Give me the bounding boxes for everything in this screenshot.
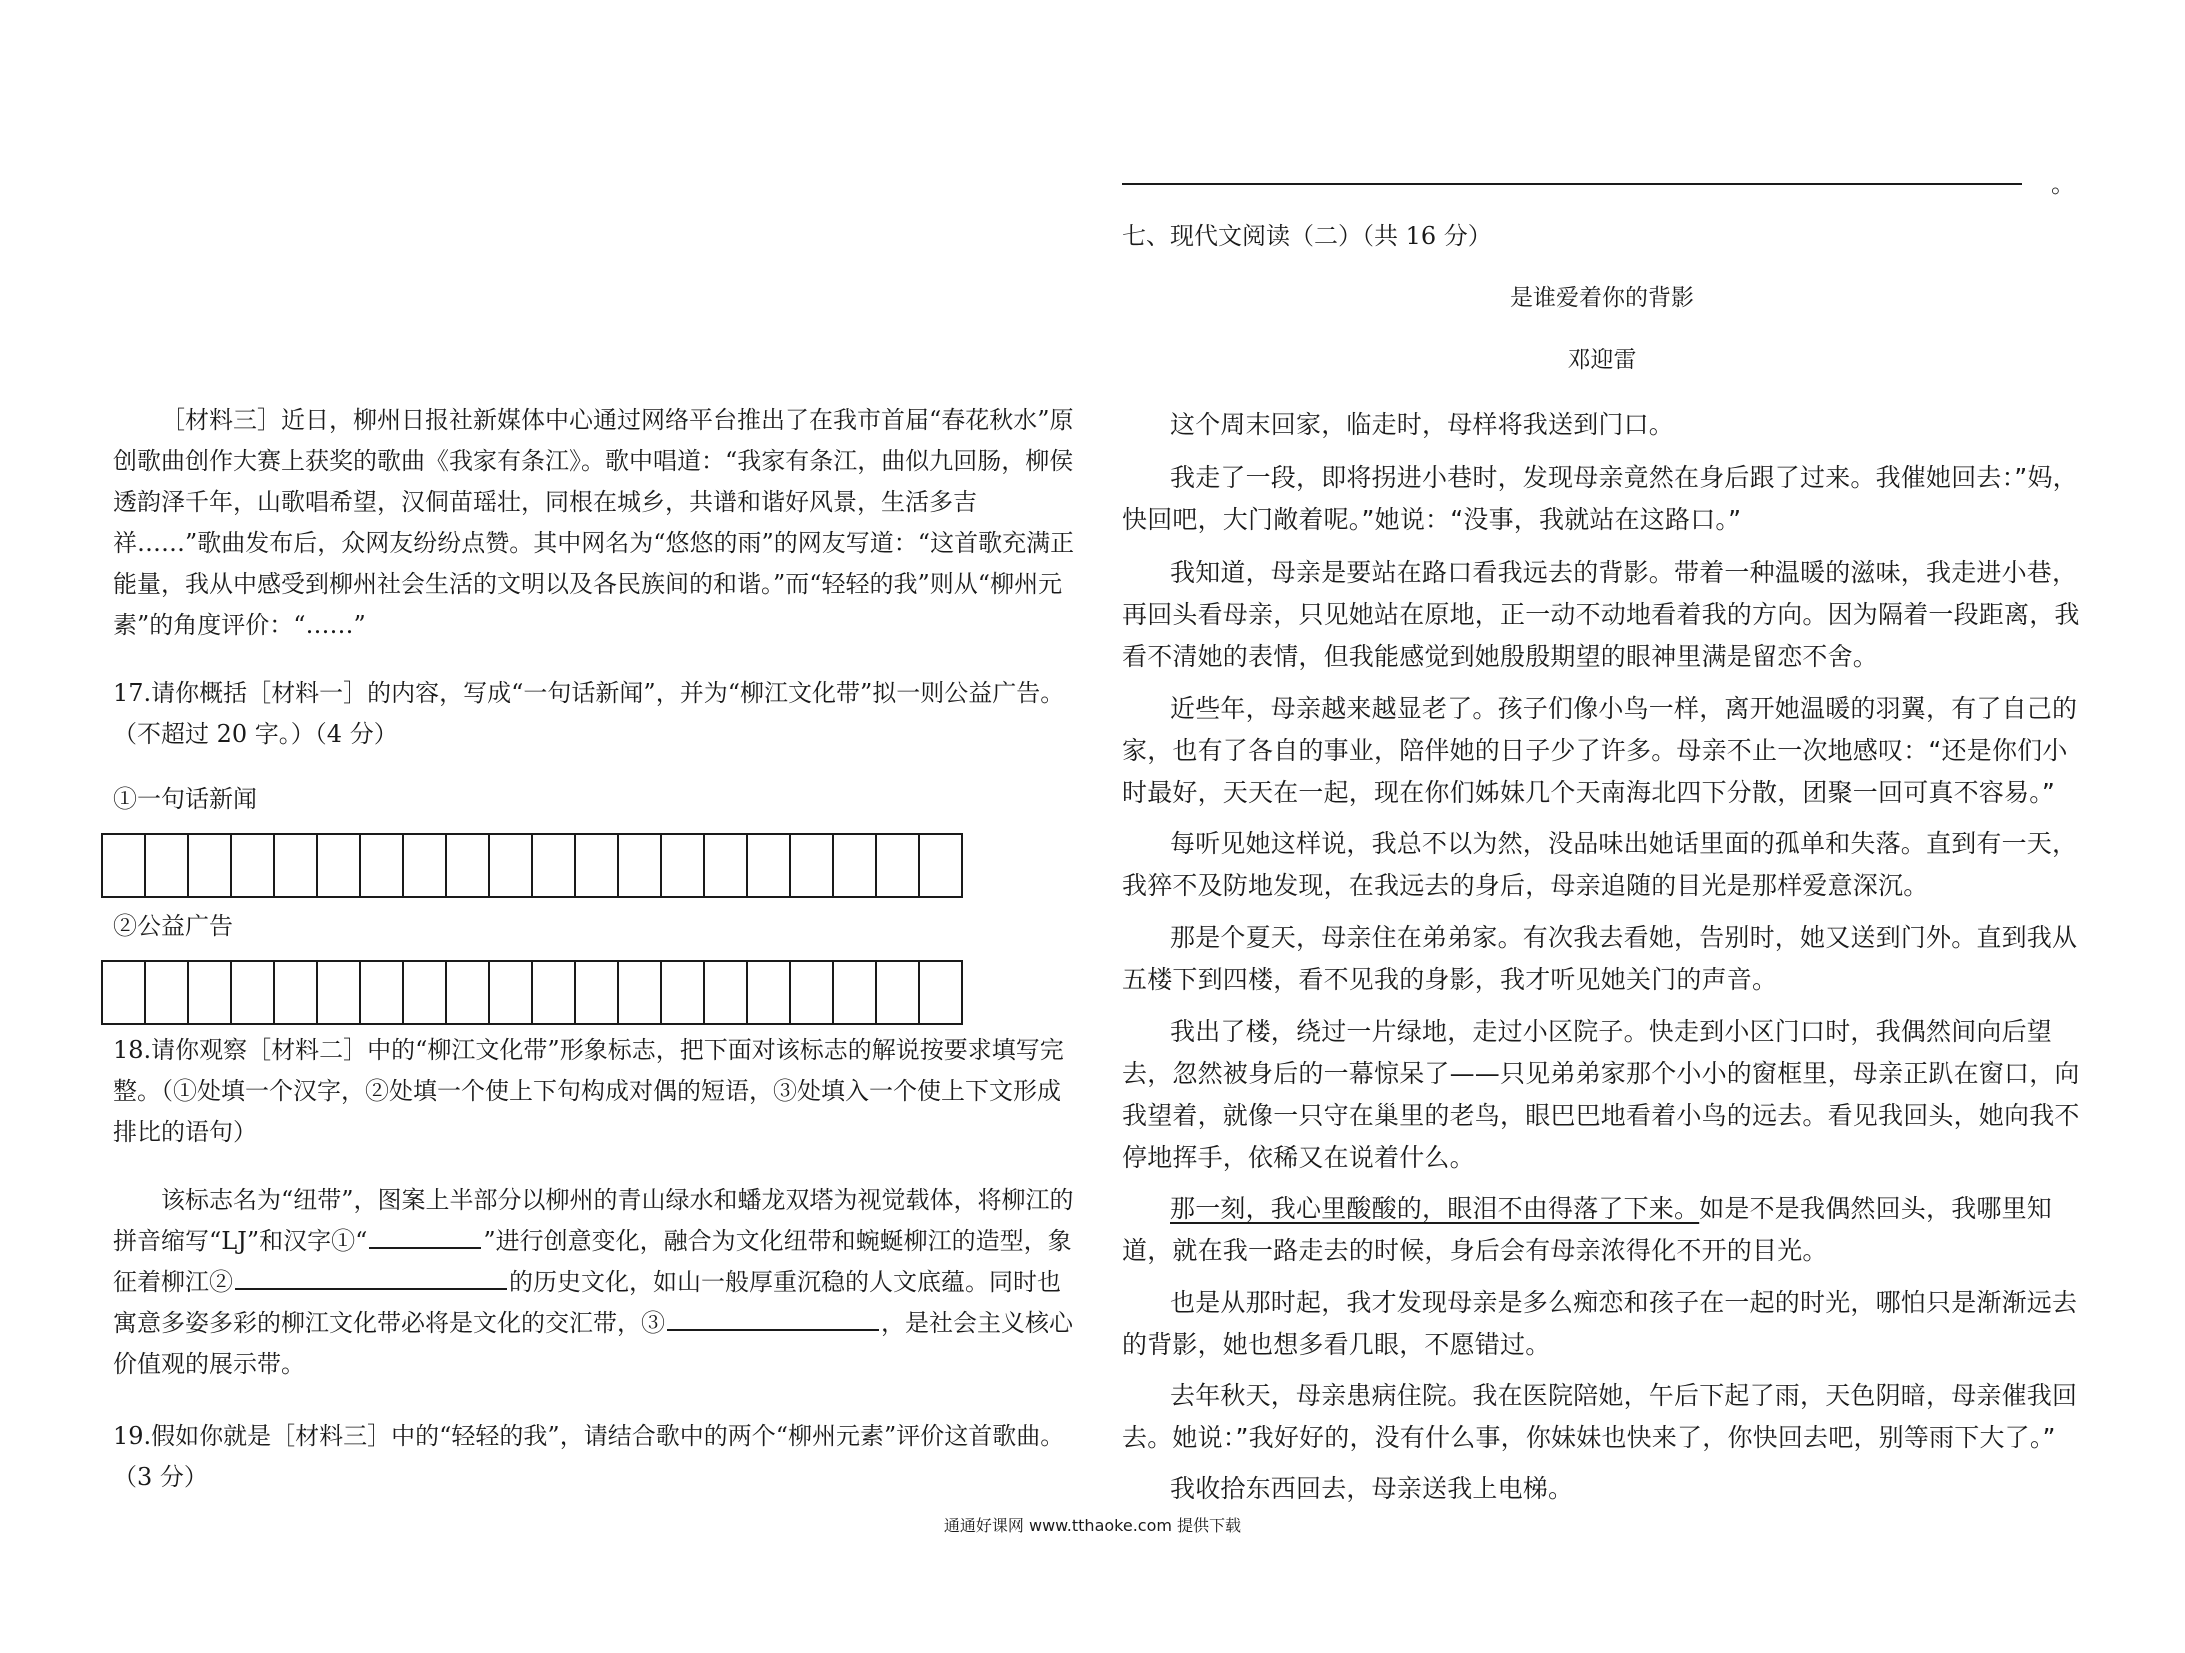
paragraph-3: 我知道，母亲是要站在路口看我远去的背影。带着一种温暖的滋味，我走进小巷，再回头看母亲，只见她站在原地，正一动不动地看着我的方向。因为隔着一段距离，我看不清她的表情，但我能感觉到她殷殷期望的眼神里满是留恋不舍。 — [1122, 558, 2080, 671]
q18-logo-text — [113, 1180, 1078, 1385]
question-17: 17.请你概括［材料一］的内容，写成“一句话新闻”，并为“柳江文化带”拟一则公益广告。（不超过 20 字。）（4 分） — [113, 679, 1065, 748]
paragraph-8-rest: 如是不是我偶然回头，我哪里知道，就在我一路走去的时候，身后会有母亲浓得化不开的目光。 — [1122, 1194, 2053, 1265]
paragraph-9: 也是从那时起，我才发现母亲是多么痴恋和孩子在一起的时光，哪怕只是渐渐远去的背影，她也想多看几眼，不愿错过。 — [1122, 1288, 2078, 1359]
q18-text-b: ”进行创意变化，融合为文化纽带和蜿蜒柳江的造型，象征着柳江② — [113, 1227, 1072, 1296]
material-three-paragraph: ［材料三］近日，柳州日报社新媒体中心通过网络平台推出了在我市首届“春花秋水”原创歌曲创作大赛上获奖的歌曲《我家有条江》。歌中唱道：“我家有条江，曲似九回肠，柳侯透韵泽千年，山歌唱希望，汉侗苗瑶壮，同根在城乡，共谱和谐好风景，生活多吉祥……”歌曲发布后，众网友纷纷点赞。其中网名为“悠悠的雨”的网友写道：“这首歌充满正能量，我从中感受到柳州社会生活的文明以及各民族间的和谐。”而“轻轻的我”则从“柳州元素”的角度评价：“……” — [113, 406, 1075, 639]
answer-line[interactable] — [1122, 183, 2022, 185]
paragraph-10: 去年秋天，母亲患病住院。我在医院陪她，午后下起了雨，天色阴暗，母亲催我回去。她说：”我好好的，没有什么事，你妹妹也快来了，你快回去吧，别等雨下大了。” — [1122, 1381, 2078, 1452]
underlined-sentence: 那一刻，我心里酸酸的，眼泪不由得落了下来。 — [1170, 1194, 1700, 1223]
q18-text-d: ，是社会主义核心价值观的展示带。 — [113, 1309, 1073, 1378]
blank-2[interactable] — [235, 1262, 507, 1290]
blank-3[interactable] — [667, 1303, 879, 1331]
section-heading: 七、现代文阅读（二）（共 16 分） — [1122, 222, 1492, 250]
question-19: 19.假如你就是［材料三］中的“轻轻的我”，请结合歌中的两个“柳州元素”评价这首歌曲。（3 分） — [113, 1422, 1065, 1491]
blank-1[interactable] — [369, 1221, 481, 1249]
paragraph-5: 每听见她这样说，我总不以为然，没品味出她话里面的孤单和失落。直到有一天，我猝不及防地发现，在我远去的身后，母亲追随的目光是那样爱意深沉。 — [1122, 829, 2078, 900]
q18-text-a: 该标志名为“纽带”，图案上半部分以柳州的青山绿水和蟠龙双塔为视觉载体，将柳江的拼音缩写“LJ”和汉字①“ — [113, 1186, 1074, 1255]
paragraph-7: 我出了楼，绕过一片绿地，走过小区院子。快走到小区门口时，我偶然间向后望去，忽然被身后的一幕惊呆了——只见弟弟家那个小小的窗框里，母亲正趴在窗口，向我望着，就像一只守在巢里的老鸟，眼巴巴地看着小鸟的远去。看见我回头，她向我不停地挥手，依稀又在说着什么。 — [1122, 1017, 2080, 1172]
q17-sub-news: ①一句话新闻 — [113, 785, 257, 813]
paragraph-11: 我收拾东西回去，母亲送我上电梯。 — [1170, 1474, 1574, 1503]
answer-grid-ad[interactable] — [101, 960, 963, 1025]
question-18: 18.请你观察［材料二］中的“柳江文化带”形象标志，把下面对该标志的解说按要求填写完整。（①处填一个汉字，②处填一个使上下句构成对偶的短语，③处填入一个使上下文形成排比的语句） — [113, 1036, 1064, 1146]
answer-grid-news[interactable] — [101, 833, 963, 898]
article-author: 邓迎雷 — [1567, 347, 1637, 373]
q17-sub-ad: ②公益广告 — [113, 912, 233, 940]
paragraph-8 — [1122, 1188, 2082, 1272]
paragraph-4: 近些年，母亲越来越显老了。孩子们像小鸟一样，离开她温暖的羽翼，有了自己的家，也有了各自的事业，陪伴她的日子少了许多。母亲不止一次地感叹：“还是你们小时最好，天天在一起，现在你们姊妹几个天南海北四下分散，团聚一回可真不容易。” — [1122, 694, 2078, 807]
footer-credit: 通通好课网 www.tthaoke.com 提供下载 — [943, 1516, 1242, 1535]
paragraph-6: 那是个夏天，母亲住在弟弟家。有次我去看她，告别时，她又送到门外。直到我从五楼下到四楼，看不见我的身影，我才听见她关门的声音。 — [1122, 923, 2078, 994]
answer-line-period: 。 — [2051, 170, 2075, 198]
q18-text-c: 的历史文化，如山一般厚重沉稳的人文底蕴。同时也寓意多姿多彩的柳江文化带必将是文化的交汇带，③ — [113, 1268, 1061, 1337]
paragraph-1: 这个周末回家，临走时，母样将我送到门口。 — [1170, 410, 1675, 439]
paragraph-2: 我走了一段，即将拐进小巷时，发现母亲竟然在身后跟了过来。我催她回去：”妈，快回吧，大门敞着呢。”她说：“没事，我就站在这路口。” — [1122, 463, 2078, 534]
article-title: 是谁爱着你的背影 — [1510, 285, 1694, 311]
